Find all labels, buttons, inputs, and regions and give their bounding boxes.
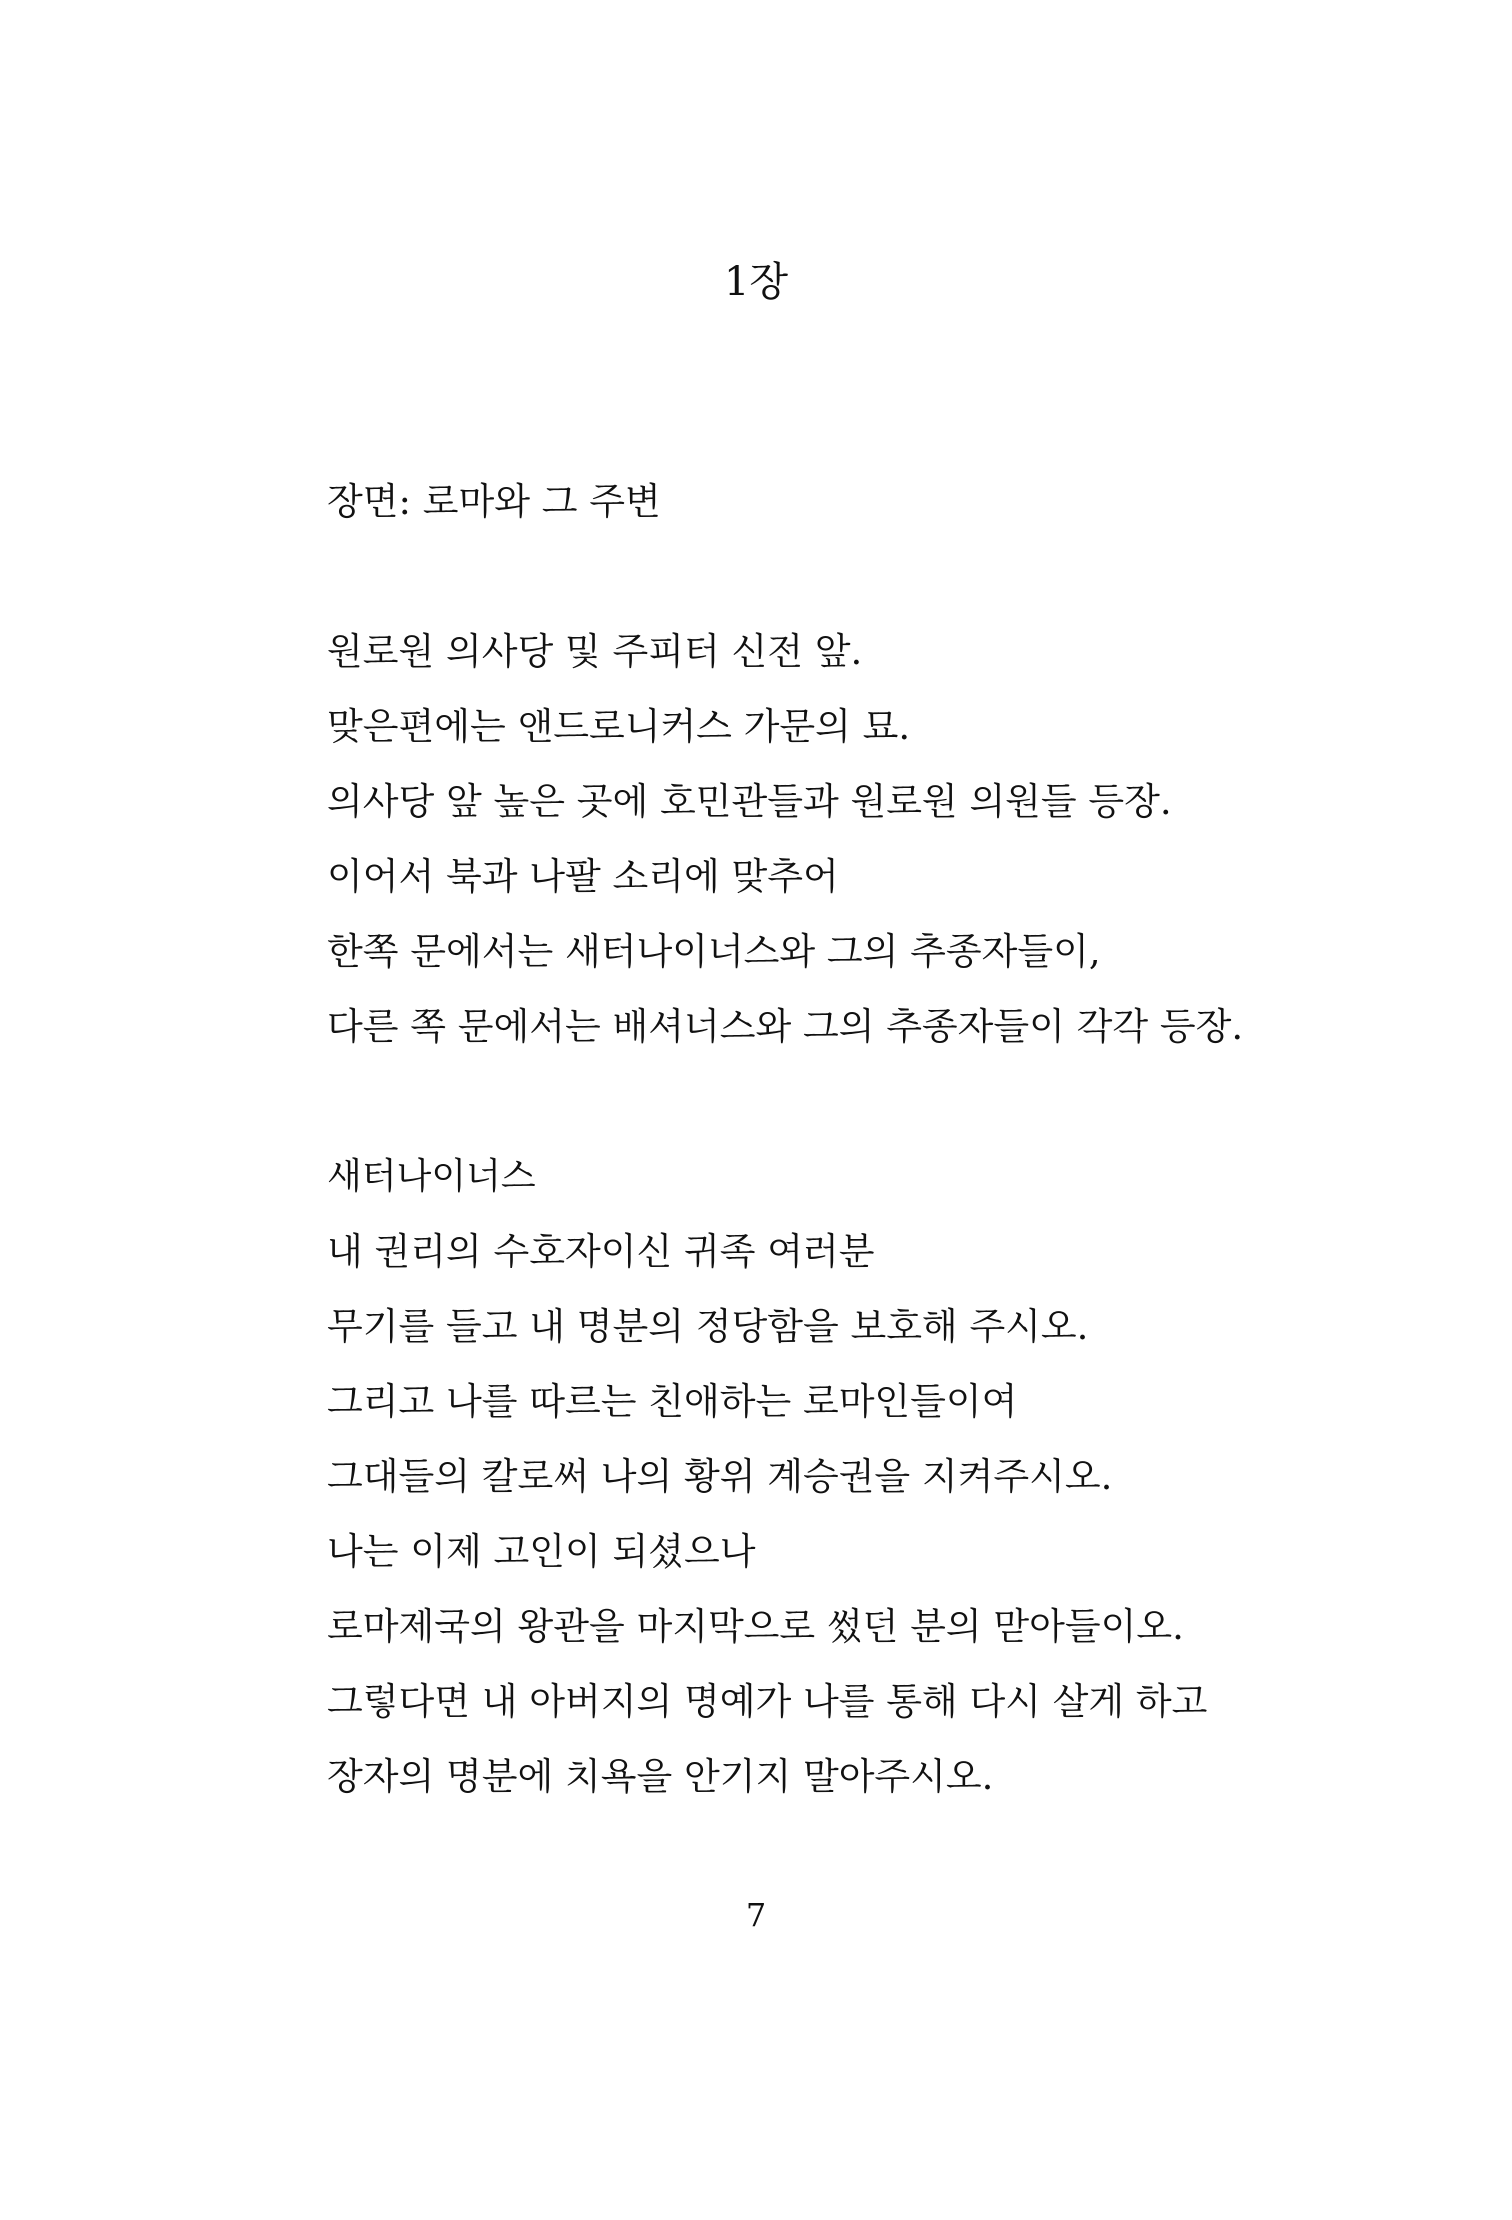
speaker-name: 새터나이너스: [327, 1156, 536, 1197]
page-number: 7: [745, 1896, 767, 1934]
stage-direction-line: 한쪽 문에서는 새터나이너스와 그의 추종자들이,: [327, 930, 1101, 973]
stage-direction-line: 원로원 의사당 및 주피터 신전 앞.: [327, 630, 863, 673]
speech-line: 그대들의 칼로써 나의 황위 계승권을 지켜주시오.: [327, 1455, 1113, 1498]
speech-line: 그리고 나를 따르는 친애하는 로마인들이여: [327, 1380, 1018, 1423]
speech-line: 나는 이제 고인이 되셨으나: [327, 1530, 756, 1573]
stage-direction-line: 이어서 북과 나팔 소리에 맞추어: [327, 855, 839, 898]
speech-line: 장자의 명분에 치욕을 안기지 말아주시오.: [327, 1755, 994, 1798]
stage-direction-line: 다른 쪽 문에서는 배셔너스와 그의 추종자들이 각각 등장.: [327, 1005, 1244, 1048]
page-content: [327, 470, 1387, 1820]
chapter-title: 1장: [723, 259, 789, 305]
speech-line: 로마제국의 왕관을 마지막으로 썼던 분의 맏아들이오.: [327, 1605, 1184, 1648]
speech-line: 그렇다면 내 아버지의 명예가 나를 통해 다시 살게 하고: [327, 1680, 1208, 1723]
stage-direction-line: 맞은편에는 앤드로니커스 가문의 묘.: [327, 705, 911, 748]
scene-heading: 장면: 로마와 그 주변: [327, 480, 661, 523]
stage-direction-line: 의사당 앞 높은 곳에 호민관들과 원로원 의원들 등장.: [327, 780, 1172, 823]
speech-line: 내 권리의 수호자이신 귀족 여러분: [327, 1230, 875, 1273]
speech-line: 무기를 들고 내 명분의 정당함을 보호해 주시오.: [327, 1305, 1089, 1348]
stage-direction: [327, 620, 1387, 1070]
speech-block: [327, 1145, 1387, 1820]
